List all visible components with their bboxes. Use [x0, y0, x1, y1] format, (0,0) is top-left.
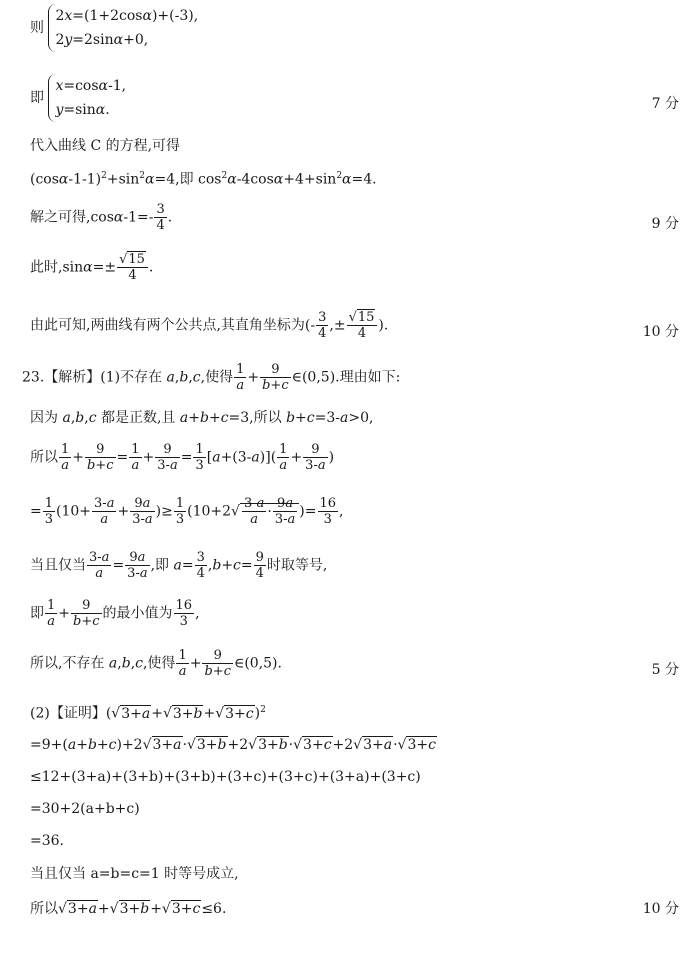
equation-line: 此时,sinα=± $\frac{√15}{4}$ .	[30, 252, 154, 283]
system-line-1: 则 2x=(1+2cosα)+(-3), 2y=2sinα+0,	[30, 4, 679, 52]
text-line: 当且仅当 a=b=c=1 时等号成立,	[30, 866, 239, 882]
equation-line: ≤12+(3+a)+(3+b)+(3+b)+(3+c)+(3+c)+(3+a)+(3+c)	[30, 769, 421, 785]
equation-line: 当且仅当 $\frac{3-a}{a}$ = $\frac{9a}{3-a}$ ,即 a= $\frac{3}{4}$ ,b+c= $\frac{9}{4}$ 时取等号,	[30, 550, 328, 581]
score-label: 5 分	[651, 662, 679, 678]
equation-line: 所以 $\frac{1}{a}$ + $\frac{9}{b+c}$ = $\frac{1}{a}$ + $\frac{9}{3-a}$ = $\frac{1}{3}$ [a+(3-a)]( $\frac{1}{a}$ + $\frac{9}{3-a}$ )	[30, 442, 335, 473]
equation-line: 因为 a,b,c 都是正数,且 a+b+c=3,所以 b+c=3-a>0,	[30, 410, 374, 426]
equation-line: 解之可得,cosα-1=- $\frac{3}{4}$ . 9 分	[30, 202, 679, 233]
equation-line: =30+2(a+b+c)	[30, 801, 140, 817]
equation-line: 由此可知,两曲线有两个公共点,其直角坐标为(- $\frac{3}{4}$ ,± $\frac{√15}{4}$ ). 10 分	[30, 310, 679, 341]
equation-line: = $\frac{1}{3}$ (10+ $\frac{3-a}{a}$ + $\frac{9a}{3-a}$ )≥ $\frac{1}{3}$ (10+2√ $\frac{3-a}{a}$ · $\frac{9a}{3-a}$ )= $\frac{16}{3}$ ,	[30, 496, 344, 527]
question-23-heading: 23.【解析】(1)不存在 a,b,c,使得 $\frac{1}{a}$ + $\frac{9}{b+c}$ ∈(0,5).理由如下:	[22, 362, 401, 393]
score-label: 9 分	[651, 216, 679, 232]
score-label: 10 分	[642, 324, 679, 340]
equation-line: 即 $\frac{1}{a}$ + $\frac{9}{b+c}$ 的最小值为 $\frac{16}{3}$ ,	[30, 598, 200, 629]
score-label: 10 分	[642, 901, 679, 917]
equation-system: 2x=(1+2cosα)+(-3), 2y=2sinα+0,	[48, 4, 198, 52]
equation-line: $(\cos\alpha-1-1)^2+\sin^2\alpha=4$,即 $\cos^2\alpha-4\cos\alpha+4+\sin^2\alpha=4$.	[30, 171, 377, 188]
equation-line: 所以,不存在 a,b,c,使得 $\frac{1}{a}$ + $\frac{9}{b+c}$ ∈(0,5). 5 分	[30, 648, 679, 679]
equation-system: x=cosα-1, y=sinα.	[48, 74, 126, 122]
equation-line: (2)【证明】$(√3+a+√3+b+√3+c)^2$	[30, 705, 266, 722]
equation-line: 所以√3+a+√3+b+√3+c≤6. 10 分	[30, 901, 679, 917]
text-line: 代入曲线 C 的方程,可得	[30, 138, 181, 154]
score-label: 7 分	[651, 96, 679, 112]
equation-line: =9+(a+b+c)+2√3+a·√3+b+2√3+b·√3+c+2√3+a·√3+c	[30, 737, 436, 753]
system-line-2: 即 x=cosα-1, y=sinα. 7 分	[30, 74, 679, 122]
equation-line: =36.	[30, 833, 64, 849]
